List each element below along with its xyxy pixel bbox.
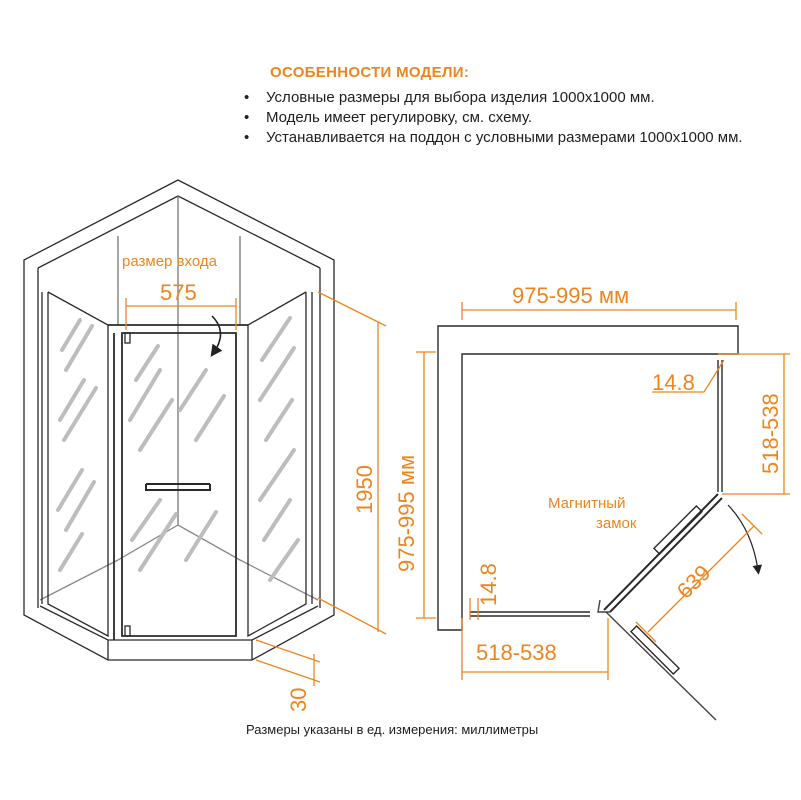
depth-label: 975-995 мм — [394, 454, 419, 572]
footer-note: Размеры указаны в ед. измерения: миллиметры — [246, 722, 539, 737]
height-dimension — [318, 292, 386, 634]
tray-height-value: 30 — [286, 687, 311, 712]
plan-door-swing — [598, 600, 716, 720]
features-title: ОСОБЕННОСТИ МОДЕЛИ: — [270, 64, 470, 81]
plan-width-label: 975-995 мм — [512, 283, 630, 308]
hinge-top — [125, 333, 130, 343]
door-width-value: 639 — [671, 559, 716, 604]
plan-bottom-panel — [470, 612, 590, 616]
side-top-value: 518-538 — [758, 393, 783, 474]
corner-lines — [118, 196, 240, 525]
door-open-arrow — [212, 316, 221, 352]
gap-top-value: 14.8 — [652, 370, 695, 395]
elevation-view — [24, 180, 334, 660]
tray — [40, 606, 318, 660]
height-value: 1950 — [352, 465, 377, 514]
side-bottom-value: 518-538 — [476, 640, 557, 665]
plan-handle-lower — [631, 626, 679, 674]
tray-height-dimension — [256, 640, 320, 686]
magnet-caption-line1: Магнитный — [548, 495, 626, 512]
hinge-bottom — [125, 626, 130, 636]
feature-item: • Устанавливается на поддон с условными размерами 1000х1000 мм. — [240, 128, 760, 148]
right-side-panel — [248, 292, 312, 636]
feature-item: • Модель имеет регулировку, см. схему. — [240, 108, 760, 128]
left-side-panel — [42, 292, 108, 636]
entrance-width-value: 575 — [160, 280, 197, 305]
gap-bottom-value: 14.8 — [476, 563, 501, 606]
plan-handle-upper — [654, 506, 702, 554]
magnet-caption-line2: замок — [596, 515, 637, 532]
feature-item: • Условные размеры для выбора изделия 1000х1000 мм. — [240, 88, 760, 108]
depth-dimension — [416, 352, 436, 618]
entrance-caption: размер входа — [122, 253, 217, 270]
plan-right-panel — [718, 360, 722, 492]
